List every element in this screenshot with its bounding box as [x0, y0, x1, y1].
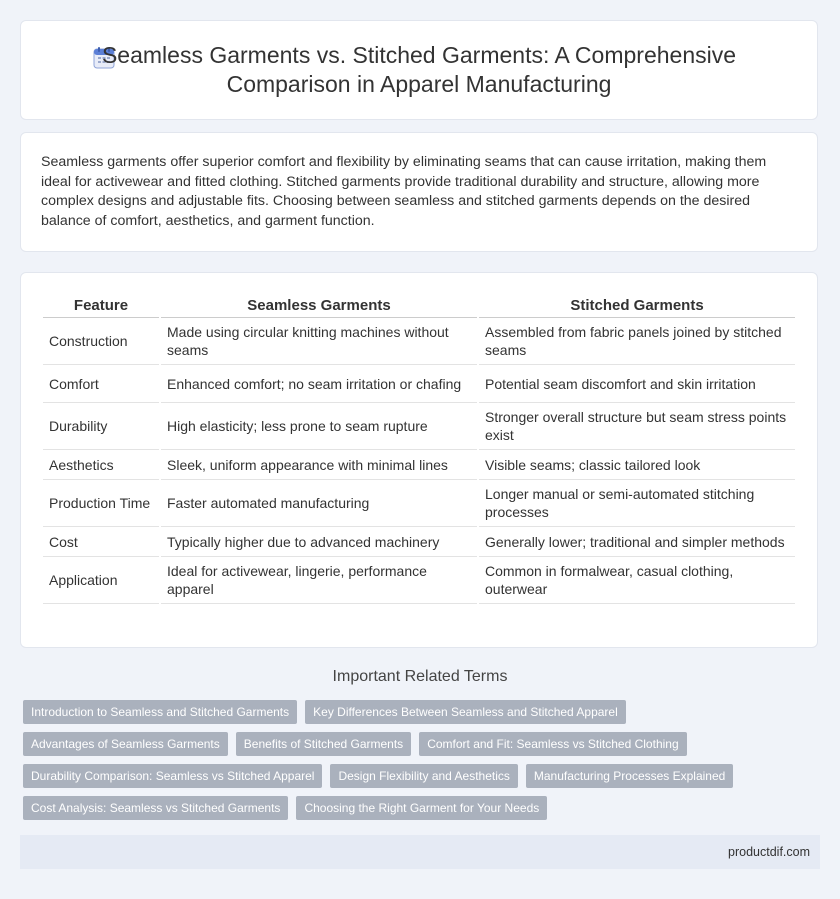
table-cell-feature: Durability — [43, 403, 159, 450]
table-cell-seamless: High elasticity; less prone to seam rupture — [161, 403, 477, 450]
table-row — [43, 318, 795, 365]
table-row — [43, 365, 795, 403]
footer — [20, 835, 820, 869]
table-cell-stitched: Potential seam discomfort and skin irritation — [479, 365, 795, 403]
intro-card — [20, 132, 818, 252]
table-cell-stitched: Longer manual or semi-automated stitching processes — [479, 480, 795, 527]
related-term-link[interactable]: Design Flexibility and Aesthetics — [330, 764, 517, 788]
table-row — [43, 450, 795, 480]
table-cell-feature: Aesthetics — [43, 450, 159, 480]
table-cell-stitched: Common in formalwear, casual clothing, outerwear — [479, 557, 795, 604]
table-cell-feature: Application — [43, 557, 159, 604]
column-header-feature: Feature — [43, 291, 159, 318]
table-row — [43, 527, 795, 557]
table-cell-seamless: Ideal for activewear, lingerie, performance apparel — [161, 557, 477, 604]
table-cell-seamless: Enhanced comfort; no seam irritation or chafing — [161, 365, 477, 403]
page-title — [102, 41, 736, 99]
related-term-link[interactable]: Comfort and Fit: Seamless vs Stitched Clothing — [419, 732, 686, 756]
table-row — [43, 557, 795, 604]
table-row — [43, 403, 795, 450]
related-term-link[interactable]: Durability Comparison: Seamless vs Stitched Apparel — [23, 764, 322, 788]
table-cell-stitched: Generally lower; traditional and simpler methods — [479, 527, 795, 557]
table-cell-seamless: Made using circular knitting machines without seams — [161, 318, 477, 365]
table-cell-feature: Production Time — [43, 480, 159, 527]
column-header-stitched: Stitched Garments — [479, 291, 795, 318]
header-card — [20, 20, 818, 120]
table-cell-stitched: Assembled from fabric panels joined by stitched seams — [479, 318, 795, 365]
comparison-card — [20, 272, 818, 648]
related-terms-title: Important Related Terms — [332, 668, 508, 685]
intro-text: Seamless garments offer superior comfort and flexibility by eliminating seams that can cause irritation, making them ideal for activewear and fitted clothing. Stitched garments provide traditional durability and structure, allowing more complex designs and adjustable fits. Choosing between seamless and stitched garments depends on the desired balance of comfort, aesthetics, and garment function. — [41, 154, 767, 229]
related-term-link[interactable]: Introduction to Seamless and Stitched Garments — [23, 700, 297, 724]
page-title-line1: Seamless Garments vs. Stitched Garments: A Comprehensive — [101, 42, 737, 68]
related-term-link[interactable]: Choosing the Right Garment for Your Needs — [296, 796, 547, 820]
related-term-link[interactable]: Benefits of Stitched Garments — [236, 732, 411, 756]
comparison-table — [41, 291, 797, 604]
table-header-row — [43, 291, 795, 318]
table-row — [43, 480, 795, 527]
table-cell-feature: Comfort — [43, 365, 159, 403]
related-term-link[interactable]: Manufacturing Processes Explained — [526, 764, 733, 788]
table-cell-seamless: Faster automated manufacturing — [161, 480, 477, 527]
table-cell-stitched: Stronger overall structure but seam stress points exist — [479, 403, 795, 450]
related-term-link[interactable]: Advantages of Seamless Garments — [23, 732, 228, 756]
table-cell-feature: Construction — [43, 318, 159, 365]
page-title-line2: Comparison in Apparel Manufacturing — [226, 71, 612, 97]
table-cell-seamless: Typically higher due to advanced machinery — [161, 527, 477, 557]
table-cell-seamless: Sleek, uniform appearance with minimal lines — [161, 450, 477, 480]
footer-site-link[interactable]: productdif.com — [728, 845, 810, 859]
related-term-link[interactable]: Cost Analysis: Seamless vs Stitched Garments — [23, 796, 288, 820]
column-header-seamless: Seamless Garments — [161, 291, 477, 318]
related-term-link[interactable]: Key Differences Between Seamless and Stitched Apparel — [305, 700, 626, 724]
table-cell-stitched: Visible seams; classic tailored look — [479, 450, 795, 480]
related-terms-list — [23, 700, 823, 828]
table-cell-feature: Cost — [43, 527, 159, 557]
